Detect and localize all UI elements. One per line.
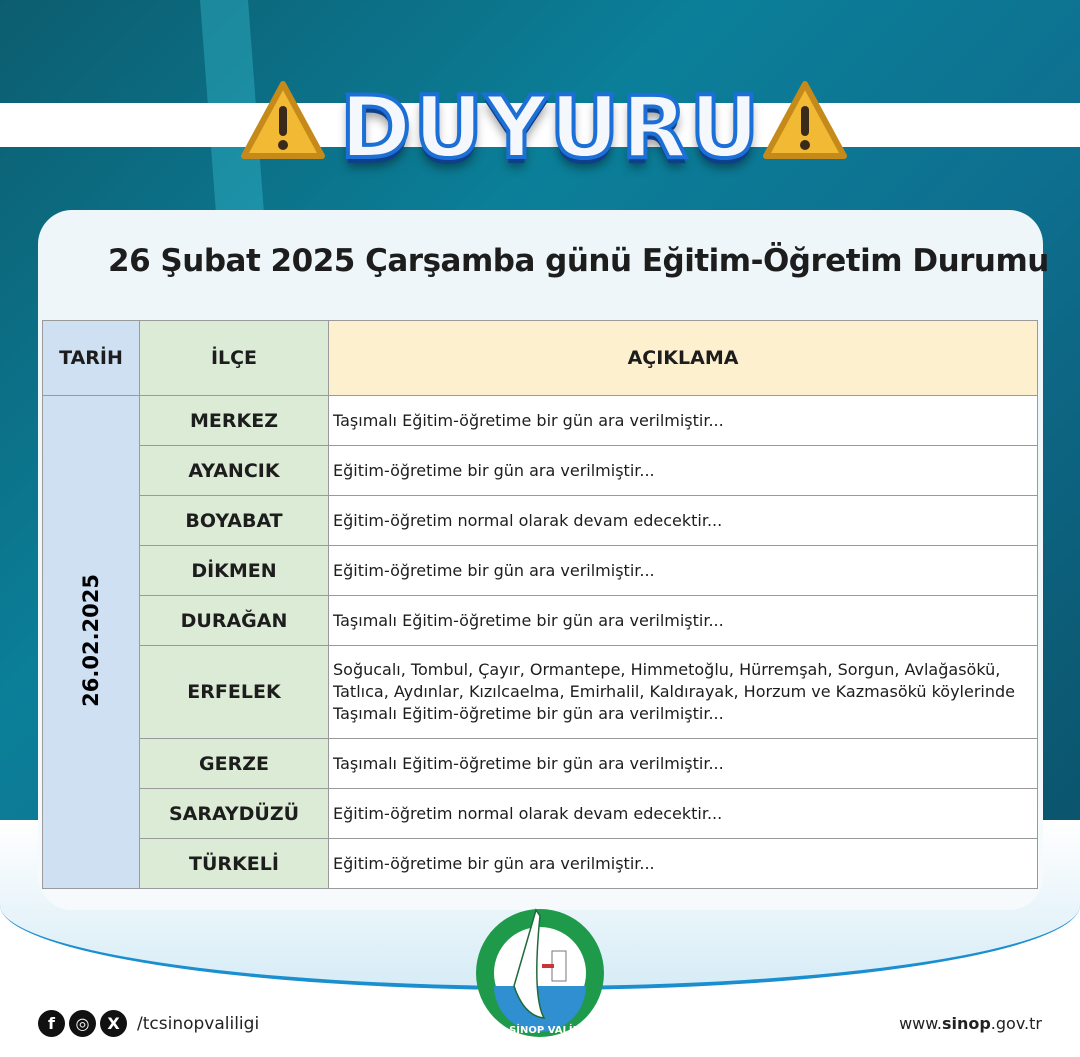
- x-icon[interactable]: X: [100, 1010, 127, 1037]
- description-cell: Eğitim-öğretim normal olarak devam edecektir...: [329, 789, 1038, 839]
- district-cell: ERFELEK: [140, 646, 329, 739]
- website-link[interactable]: [899, 1014, 1042, 1033]
- district-cell: AYANCIK: [140, 446, 329, 496]
- description-cell: Eğitim-öğretim normal olarak devam edecektir...: [329, 496, 1038, 546]
- table-row: [43, 496, 1038, 546]
- description-cell: Eğitim-öğretime bir gün ara verilmiştir...: [329, 839, 1038, 889]
- social-links: [38, 1010, 259, 1037]
- date-text: 26.02.2025: [79, 573, 103, 707]
- table-row: [43, 646, 1038, 739]
- table-row: [43, 396, 1038, 446]
- page-title: 26 Şubat 2025 Çarşamba günü Eğitim-Öğretim Durumu: [108, 243, 1049, 279]
- warning-icon: [760, 78, 850, 164]
- header-district: İLÇE: [140, 321, 329, 396]
- description-cell: Soğucalı, Tombul, Çayır, Ormantepe, Himmetoğlu, Hürremşah, Sorgun, Avlağasökü, Tatlıca, Aydınlar, Kızılcaelma, Emirhalil, Kaldırayak, Horzum ve Kazmasökü köylerinde Taşımalı Eğitim-öğretime bir gün ara verilmiştir...: [329, 646, 1038, 739]
- description-cell: Taşımalı Eğitim-öğretime bir gün ara verilmiştir...: [329, 396, 1038, 446]
- warning-icon: [238, 78, 328, 164]
- district-cell: SARAYDÜZÜ: [140, 789, 329, 839]
- facebook-icon[interactable]: f: [38, 1010, 65, 1037]
- website-prefix: www.: [899, 1014, 942, 1033]
- district-cell: BOYABAT: [140, 496, 329, 546]
- header-date: TARİH: [43, 321, 140, 396]
- description-cell: Eğitim-öğretime bir gün ara verilmiştir...: [329, 446, 1038, 496]
- table-row: [43, 546, 1038, 596]
- status-table: [42, 320, 1038, 889]
- district-cell: TÜRKELİ: [140, 839, 329, 889]
- instagram-icon[interactable]: ◎: [69, 1010, 96, 1037]
- social-handle[interactable]: /tcsinopvaliligi: [137, 1013, 260, 1034]
- district-cell: DURAĞAN: [140, 596, 329, 646]
- sinop-valiligi-logo: [474, 906, 606, 1040]
- district-cell: MERKEZ: [140, 396, 329, 446]
- website-domain: sinop: [941, 1014, 991, 1033]
- description-cell: Taşımalı Eğitim-öğretime bir gün ara verilmiştir...: [329, 596, 1038, 646]
- description-cell: Taşımalı Eğitim-öğretime bir gün ara verilmiştir...: [329, 739, 1038, 789]
- table-row: [43, 789, 1038, 839]
- district-cell: DİKMEN: [140, 546, 329, 596]
- table-row: [43, 596, 1038, 646]
- table-row: [43, 739, 1038, 789]
- logo-text: T.C. SİNOP VALİLİĞİ: [485, 1025, 595, 1036]
- header-description: AÇIKLAMA: [329, 321, 1038, 396]
- description-cell: Eğitim-öğretime bir gün ara verilmiştir...: [329, 546, 1038, 596]
- date-cell: [43, 396, 140, 889]
- announcement-title: DUYURU: [340, 78, 762, 178]
- table-row: [43, 839, 1038, 889]
- website-suffix: .gov.tr: [990, 1014, 1042, 1033]
- district-cell: GERZE: [140, 739, 329, 789]
- table-row: [43, 446, 1038, 496]
